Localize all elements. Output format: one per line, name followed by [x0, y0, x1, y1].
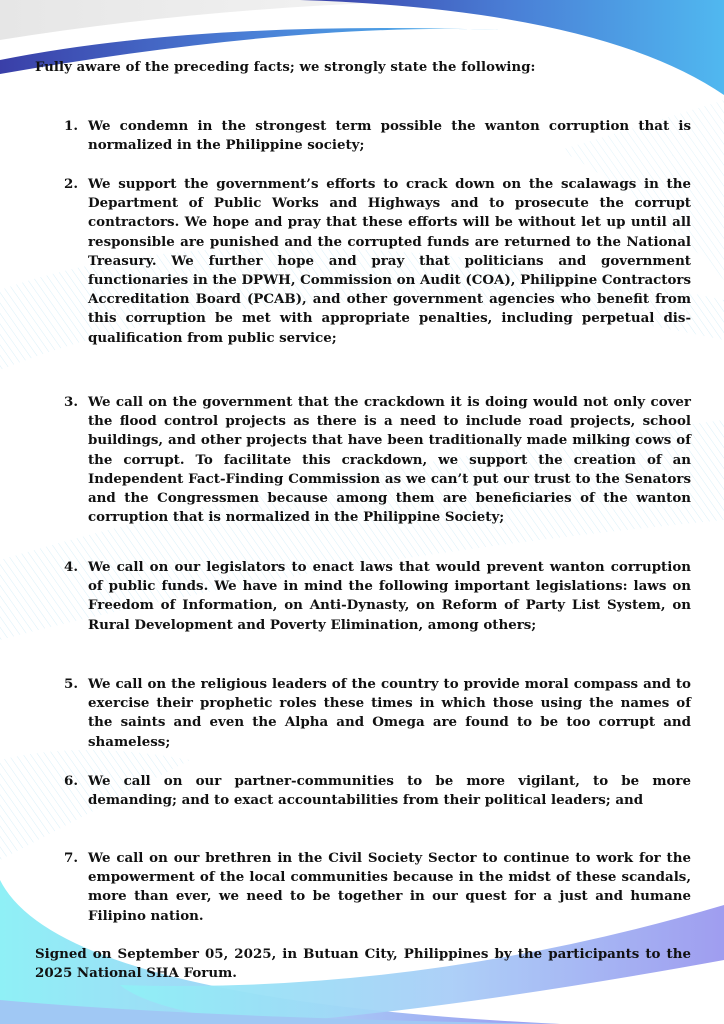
item-number: 4. [64, 559, 78, 575]
resolution-item-3 [64, 393, 691, 527]
resolution-item-7 [64, 849, 691, 926]
item-number: 5. [64, 676, 78, 692]
resolution-item-4 [64, 558, 691, 635]
item-text: We support the government’s efforts to crack down on the scalawags in the Department of Public Works and Highways and to prosecute the corrupt contractors. We hope and pray that these efforts will be without let up until all responsible are punished and the corrupted funds are returned to the National Treasury. We further hope and pray that politicians and government functionaries in the DPWH, Commission on Audit (COA), Philippine Contractors Accreditation Board (PCAB), and other government agencies who benefit from this corruption be met with appropriate penalties, including perpetual dis-qualification from public service; [88, 176, 692, 346]
resolution-item-6 [64, 772, 691, 810]
item-number: 2. [64, 176, 78, 192]
item-text: We call on the religious leaders of the country to provide moral compass and to exercise their prophetic roles these times in which those using the names of the saints and even the Alpha and Omega are found to be too corrupt and shameless; [88, 676, 691, 750]
item-text: We call on our brethren in the Civil Society Sector to continue to work for the empowerment of the local communities because in the midst of these scandals, more than ever, we need to be together in our quest for a just and humane Filipino nation. [88, 850, 691, 924]
item-text: We call on our legislators to enact laws that would prevent wanton corruption of public funds. We have in mind the following important legislations: laws on Freedom of Information, on Anti-Dynasty, on Reform of Party List System, on Rural Development and Poverty Elimination, among others; [88, 559, 691, 633]
item-number: 6. [64, 773, 78, 789]
resolution-item-1 [64, 117, 691, 155]
intro-statement: Fully aware of the preceding facts; we strongly state the following: [35, 60, 536, 75]
resolution-item-5 [64, 675, 691, 752]
resolution-item-2 [64, 175, 691, 348]
item-text: We condemn in the strongest term possible the wanton corruption that is normalized in the Philippine society; [88, 118, 691, 154]
item-text: We call on the government that the crackdown it is doing would not only cover the flood control projects as there is a need to include road projects, school buildings, and other projects that have been traditionally made milking cows of the corrupt. To facilitate this crackdown, we support the creation of an Independent Fact-Finding Commission as we can’t put our trust to the Senators and the Congressmen because among them are beneficiaries of the wanton corruption that is normalized in the Philippine Society; [88, 394, 691, 526]
item-text: We call on our partner-communities to be more vigilant, to be more demanding; and to exact accountabilities from their political leaders; and [88, 773, 691, 809]
item-number: 3. [64, 394, 78, 410]
item-number: 1. [64, 118, 78, 134]
item-number: 7. [64, 850, 78, 866]
signature-statement: Signed on September 05, 2025, in Butuan City, Philippines by the participants to the 2025 National SHA Forum. [35, 946, 691, 981]
